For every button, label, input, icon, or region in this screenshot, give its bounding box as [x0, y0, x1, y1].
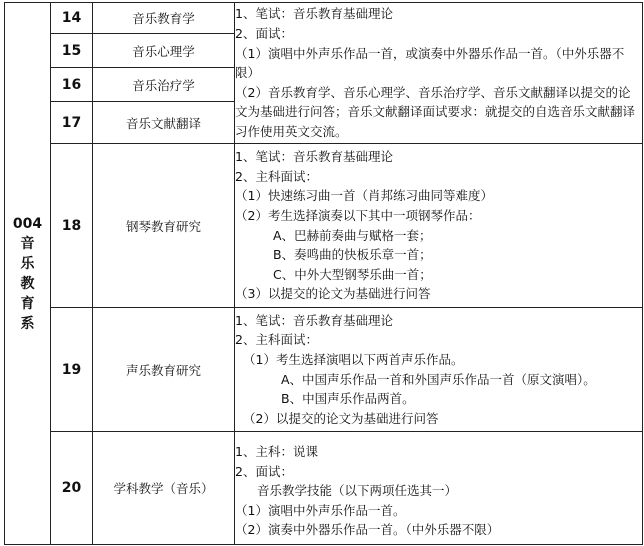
admission-requirements-table [4, 2, 643, 545]
department-name-char: 系 [20, 315, 35, 332]
requirement-line: （1）快速练习曲一首（肖邦练习曲同等难度） [235, 188, 493, 204]
requirement-line: （1）演唱中外声乐作品一首，或演奏中外器乐作品一首。（中外乐器不限） [235, 45, 625, 81]
department-name-char: 教 [20, 275, 35, 292]
major-name: 音乐治疗学 [93, 68, 235, 102]
requirement-line: （2）音乐教育学、音乐心理学、音乐治疗学、音乐文献翻译以提交的论文为基础进行问答；音乐文献翻译面试要求：就提交的自选音乐文献翻译习作使用英文交流。 [235, 84, 636, 139]
requirement-line: B、奏鸣曲的快板乐章一首； [273, 247, 432, 263]
requirement-line: （3）以提交的论文为基础进行问答 [235, 286, 431, 302]
requirements-cell [235, 308, 643, 432]
row-number: 19 [51, 308, 93, 432]
requirement-line: 音乐教学技能（以下两项任选其一） [257, 483, 458, 499]
requirement-line: （1）考生选择演唱以下两首声乐作品。 [243, 351, 464, 367]
major-name: 学科教学（音乐） [93, 432, 235, 545]
department-name-char: 育 [20, 295, 35, 312]
row-number: 15 [51, 34, 93, 68]
major-name: 音乐教育学 [93, 3, 235, 34]
table-row [5, 308, 643, 432]
requirement-line: 1、主科：说课 [235, 444, 318, 460]
department-name-char: 乐 [20, 255, 35, 272]
major-name: 音乐文献翻译 [93, 102, 235, 144]
requirements-cell [235, 144, 643, 308]
row-number: 17 [51, 102, 93, 144]
row-number: 18 [51, 144, 93, 308]
table-row [5, 3, 643, 34]
major-name: 钢琴教育研究 [93, 144, 235, 308]
row-number: 16 [51, 68, 93, 102]
department-cell [5, 3, 51, 545]
department-name-char: 音 [20, 235, 35, 252]
requirements-cell [235, 3, 643, 144]
requirement-line: 1、笔试：音乐教育基础理论 [235, 149, 393, 165]
department-code: 004 [12, 215, 43, 232]
requirement-line: A、巴赫前奏曲与赋格一套； [273, 227, 432, 243]
requirement-line: （2）演奏中外器乐作品一首。（中外乐器不限） [235, 522, 500, 538]
major-name: 声乐教育研究 [93, 308, 235, 432]
requirement-line: （2）以提交的论文为基础进行问答 [243, 410, 439, 426]
requirement-line: （2）考生选择演奏以下其中一项钢琴作品： [235, 207, 481, 223]
requirement-line: 2、面试： [235, 26, 293, 42]
row-number: 20 [51, 432, 93, 545]
requirements-cell [235, 432, 643, 545]
requirement-line: C、中外大型钢琴乐曲一首； [273, 266, 432, 282]
table-row [5, 432, 643, 545]
requirement-line: B、中国声乐作品两首。 [281, 391, 415, 407]
requirement-line: 2、主科面试： [235, 332, 318, 348]
table-row [5, 144, 643, 308]
requirement-line: 1、笔试：音乐教育基础理论 [235, 312, 393, 328]
requirement-line: （1）演唱中外声乐作品一首。 [235, 502, 406, 518]
requirement-line: 2、主科面试： [235, 168, 318, 184]
requirement-line: A、中国声乐作品一首和外国声乐作品一首（原文演唱）。 [281, 371, 596, 387]
major-name: 音乐心理学 [93, 34, 235, 68]
requirement-line: 2、面试： [235, 463, 293, 479]
row-number: 14 [51, 3, 93, 34]
requirement-line: 1、笔试：音乐教育基础理论 [235, 6, 393, 22]
